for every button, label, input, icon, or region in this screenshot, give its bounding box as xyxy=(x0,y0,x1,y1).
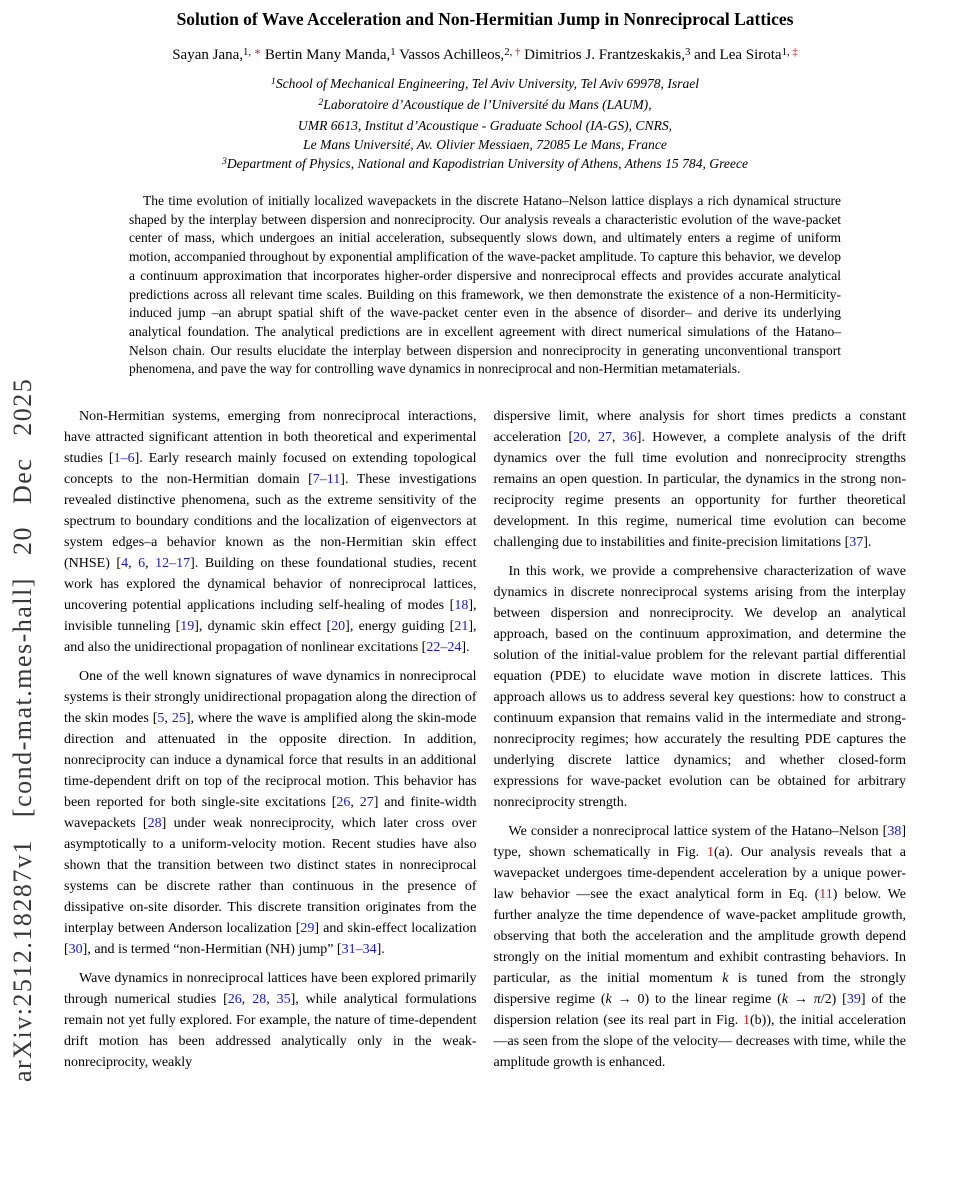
text-run: Laboratoire d’Acoustique de l’Université du Mans (LAUM), xyxy=(323,97,652,112)
citation-link[interactable]: 21 xyxy=(454,619,469,635)
citation-link[interactable]: 22–24 xyxy=(426,640,462,656)
text-run: k xyxy=(781,992,789,1008)
citation-link[interactable]: 39 xyxy=(846,992,861,1008)
text-run: ], energy guiding [ xyxy=(345,619,455,635)
text-run: 1, xyxy=(243,45,254,58)
citation-link[interactable]: 28 xyxy=(252,992,267,1008)
internal-ref-link[interactable]: 1 xyxy=(743,1013,751,1029)
citation-link[interactable]: 27 xyxy=(597,430,612,446)
paragraph xyxy=(64,968,477,1073)
text-run: 3 xyxy=(221,156,227,168)
author-line xyxy=(64,46,906,66)
text-run: , xyxy=(587,430,598,446)
citation-link[interactable]: 30 xyxy=(68,942,83,958)
text-run: (a). Our analysis reveals that a wavepacket undergoes time-dependent acceleration by a unique power-law behavior —see the exact analytical form in Eq. ( xyxy=(493,845,906,903)
body-columns xyxy=(64,406,906,1081)
citation-link[interactable]: 37 xyxy=(849,535,864,551)
citation-link[interactable]: 38 xyxy=(887,824,902,840)
citation-link[interactable]: 5 xyxy=(157,711,165,727)
citation-link[interactable]: 4 xyxy=(121,556,129,572)
text-run: 3 xyxy=(684,45,691,58)
citation-link[interactable]: 26 xyxy=(336,795,351,811)
text-run: Vassos Achilleos, xyxy=(395,47,505,63)
citation-link[interactable]: 27 xyxy=(359,795,374,811)
footnote-mark-link[interactable]: † xyxy=(514,45,521,58)
text-run: is tuned from the strongly dispersive regime ( xyxy=(493,971,906,1008)
footnote-mark-link[interactable]: ‡ xyxy=(792,45,798,58)
text-run: → 0) to the linear regime ( xyxy=(611,992,782,1008)
text-run: ], where the wave is amplified along the skin-mode direction and attenuated in the opposite direction. In addition, nonreciprocity can induce a dynamical force that results in an additional time-dependent drift on top of the reciprocal motion. This behavior has been reported for both single-site excitations [ xyxy=(64,711,477,811)
paragraph xyxy=(64,666,477,960)
citation-link[interactable]: 20 xyxy=(573,430,588,446)
paper-title: Solution of Wave Acceleration and Non-Hermitian Jump in Nonreciprocal Lattices xyxy=(176,9,794,29)
citation-link[interactable]: 31–34 xyxy=(341,942,377,958)
citation-link[interactable]: 35 xyxy=(276,992,291,1008)
text-run: and Lea Sirota xyxy=(690,47,782,63)
text-run: ] type, shown schematically in Fig. xyxy=(493,824,906,861)
citation-link[interactable]: 29 xyxy=(300,921,315,937)
affiliations-block xyxy=(64,74,906,175)
text-run: 2 xyxy=(318,97,324,109)
text-run: ] under weak nonreciprocity, which later cross over asymptotically to a uniform-velocity motion. Recent studies have also shown that the transition between two distinct states in nonreciprocal systems can be discrete rather than continuous in the presence of dissipative on-site disorder. This discrete transition originates from the interplay between Anderson localization [ xyxy=(64,816,477,937)
text-run: ]. Early research mainly focused on extending topological concepts to the non-Hermitian domain [ xyxy=(64,451,477,488)
text-run: ]. These investigations revealed distinctive phenomena, such as the extreme sensitivity of the spectrum to boundary conditions and the localization of eigenvectors at system edges–a behavior known as the non-Hermitian skin effect (NHSE) [ xyxy=(64,472,477,572)
internal-ref-link[interactable]: 11 xyxy=(819,887,833,903)
citation-link[interactable]: 28 xyxy=(147,816,162,832)
text-run: In this work, we provide a comprehensive characterization of wave dynamics in discrete nonreciprocal systems arising from the interplay between dispersion and nonreciprocity. We develop an analytical approach, based on the continuum approximation, and determine the solution of the initial-value problem for the relevant partial differential equation (PDE) to elucidate wave motion in discrete lattices. This approach allows us to address several key questions: how to construct a continuum expansion that remains valid in the intermediate and strong-nonreciprocity regimes; how accurately the resulting PDE captures the underlying discrete lattice dynamics; and whether closed-form expressions for wave-packet evolution can be obtained for arbitrary nonreciprocity strength. xyxy=(493,564,906,811)
text-run: We consider a nonreciprocal lattice system of the Hatano–Nelson [ xyxy=(508,824,888,840)
text-run: ]. xyxy=(863,535,872,551)
arxiv-stamp: arXiv:2512.18287v1 [cond-mat.mes-hall] 20 Dec 2025 xyxy=(8,377,37,1082)
left-column xyxy=(64,406,477,1081)
text-run: UMR 6613, Institut d’Acoustique - Graduate School (IA-GS), CNRS, xyxy=(297,118,673,133)
text-run: Bertin Many Manda, xyxy=(261,47,391,63)
text-run: ]. xyxy=(376,942,385,958)
paragraph xyxy=(494,561,907,813)
abstract: The time evolution of initially localized wavepackets in the discrete Hatano–Nelson lattice displays a rich dynamical structure shaped by the interplay between dispersion and nonreciprocity. Our analysis reveals a characteristic evolution of the wave-packet center of mass, which undergoes an initial acceleration, subsequently slows down, and ultimately enters a regime of uniform motion, accompanied throughout by exponential amplification of the wave-packet amplitude. To capture this behavior, we develop a continuum approximation that incorporates higher-order dispersive and nonreciprocal effects and provides accurate analytical predictions across all relevant time scales. Building on this framework, we then demonstrate the existence of a non-Hermiticity-induced jump –an abrupt spatial shift of the wave-packet center even in the absence of disorder– and derive its underlying analytical foundation. The analytical predictions are in excellent agreement with direct numerical simulations of the Hatano–Nelson chain. Our results elucidate the interplay between dispersion and nonreciprocity in generating unconventional transport phenomena, and pave the way for controlling wave dynamics in nonreciprocal and non-Hermitian metamaterials. xyxy=(129,193,841,377)
text-run: , xyxy=(611,430,623,446)
internal-ref-link[interactable]: 1 xyxy=(706,845,714,861)
paragraph xyxy=(64,406,477,658)
citation-link[interactable]: 20 xyxy=(331,619,346,635)
text-run: , xyxy=(145,556,156,572)
citation-link[interactable]: 12–17 xyxy=(155,556,191,572)
text-run: ], while analytical formulations remain not yet fully explored. For example, the nature of time-dependent drift motion has been addressed analytically only in the weak-nonreciprocity, weakly xyxy=(64,992,477,1071)
citation-link[interactable]: 36 xyxy=(622,430,637,446)
citation-link[interactable]: 6 xyxy=(138,556,146,572)
text-run: ], invisible tunneling [ xyxy=(64,598,477,635)
text-run: , xyxy=(350,795,360,811)
text-run: ] of the dispersion relation (see its real part in Fig. xyxy=(493,992,906,1029)
text-run: (b)), the initial acceleration —as seen from the slope of the velocity— decreases with time, while the amplitude growth is enhanced. xyxy=(493,1013,906,1071)
paper-content xyxy=(64,0,906,1081)
text-run: Department of Physics, National and Kapodistrian University of Athens, Athens 15 784, Greece xyxy=(226,156,749,171)
affiliation-line xyxy=(64,95,906,116)
text-run: , xyxy=(128,556,139,572)
text-run: Dimitrios J. Frantzeskakis, xyxy=(520,47,685,63)
text-run: ] and skin-effect localization [ xyxy=(64,921,477,958)
citation-link[interactable]: 7–11 xyxy=(312,472,341,488)
text-run: , xyxy=(241,992,253,1008)
text-run: ], and also the unidirectional propagation of nonlinear excitations [ xyxy=(64,619,477,656)
text-run: /2) [ xyxy=(820,992,847,1008)
text-run: k xyxy=(605,992,612,1008)
text-run: 1 xyxy=(390,45,396,58)
text-run: dispersive limit, where analysis for short times predicts a constant acceleration [ xyxy=(493,409,906,446)
affiliation-line xyxy=(64,74,906,95)
text-run: ]. Building on these foundational studies, recent work has explored the dynamical behavior of nonreciprocal lattices, uncovering potential applications including self-healing of modes [ xyxy=(64,556,477,614)
text-run: 1 xyxy=(270,76,276,88)
affiliation-line xyxy=(64,154,906,175)
text-run: 1, xyxy=(781,45,793,58)
text-run: ]. However, a complete analysis of the drift dynamics over the full time evolution and nonreciprocity strengths remains an open question. In particular, the dynamics in the strong non-reciprocity regime presents an opportunity for further theoretical development. In this regime, numerical time evolution can become challenging due to instabilities and finite-precision limitations [ xyxy=(493,430,907,551)
text-run: One of the well known signatures of wave dynamics in nonreciprocal systems is their strongly unidirectional propagation along the direction of the skin modes [ xyxy=(64,669,477,727)
text-run: ] and finite-width wavepackets [ xyxy=(64,795,477,832)
paragraph xyxy=(494,821,907,1073)
citation-link[interactable]: 26 xyxy=(227,992,242,1008)
text-run: Wave dynamics in nonreciprocal lattices have been explored primarily through numerical studies [ xyxy=(64,971,477,1008)
affiliation-line xyxy=(64,116,906,135)
footnote-mark-link[interactable]: ∗ xyxy=(253,45,262,58)
text-run: , xyxy=(164,711,172,727)
paragraph xyxy=(494,406,907,553)
text-run: ) below. We further analyze the time dependence of wave-packet amplitude growth, observing that both the acceleration and the amplitude growth depend strongly on the initial momentum and exhibit contrasting behaviors. In particular, as the initial momentum xyxy=(493,887,906,987)
text-run: 2, xyxy=(504,45,515,58)
text-run: Sayan Jana, xyxy=(172,47,244,63)
text-run: π xyxy=(813,992,821,1008)
text-run: , xyxy=(266,992,277,1008)
text-run: School of Mechanical Engineering, Tel Aviv University, Tel Aviv 69978, Israel xyxy=(275,76,700,91)
text-run: ], dynamic skin effect [ xyxy=(194,619,332,635)
text-run: Le Mans Université, Av. Olivier Messiaen, 72085 Le Mans, France xyxy=(303,137,667,152)
affiliation-line xyxy=(64,135,906,154)
citation-link[interactable]: 25 xyxy=(171,711,186,727)
text-run: ], and is termed “non-Hermitian (NH) jump” [ xyxy=(82,942,342,958)
text-run: → xyxy=(788,992,814,1008)
text-run: Non-Hermitian systems, emerging from nonreciprocal interactions, have attracted significant attention in both theoretical and experimental studies [ xyxy=(64,409,477,467)
citation-link[interactable]: 18 xyxy=(454,598,469,614)
right-column xyxy=(494,406,907,1081)
text-run: ]. xyxy=(461,640,470,656)
citation-link[interactable]: 1–6 xyxy=(113,451,135,467)
citation-link[interactable]: 19 xyxy=(180,619,195,635)
text-run: k xyxy=(722,971,729,987)
